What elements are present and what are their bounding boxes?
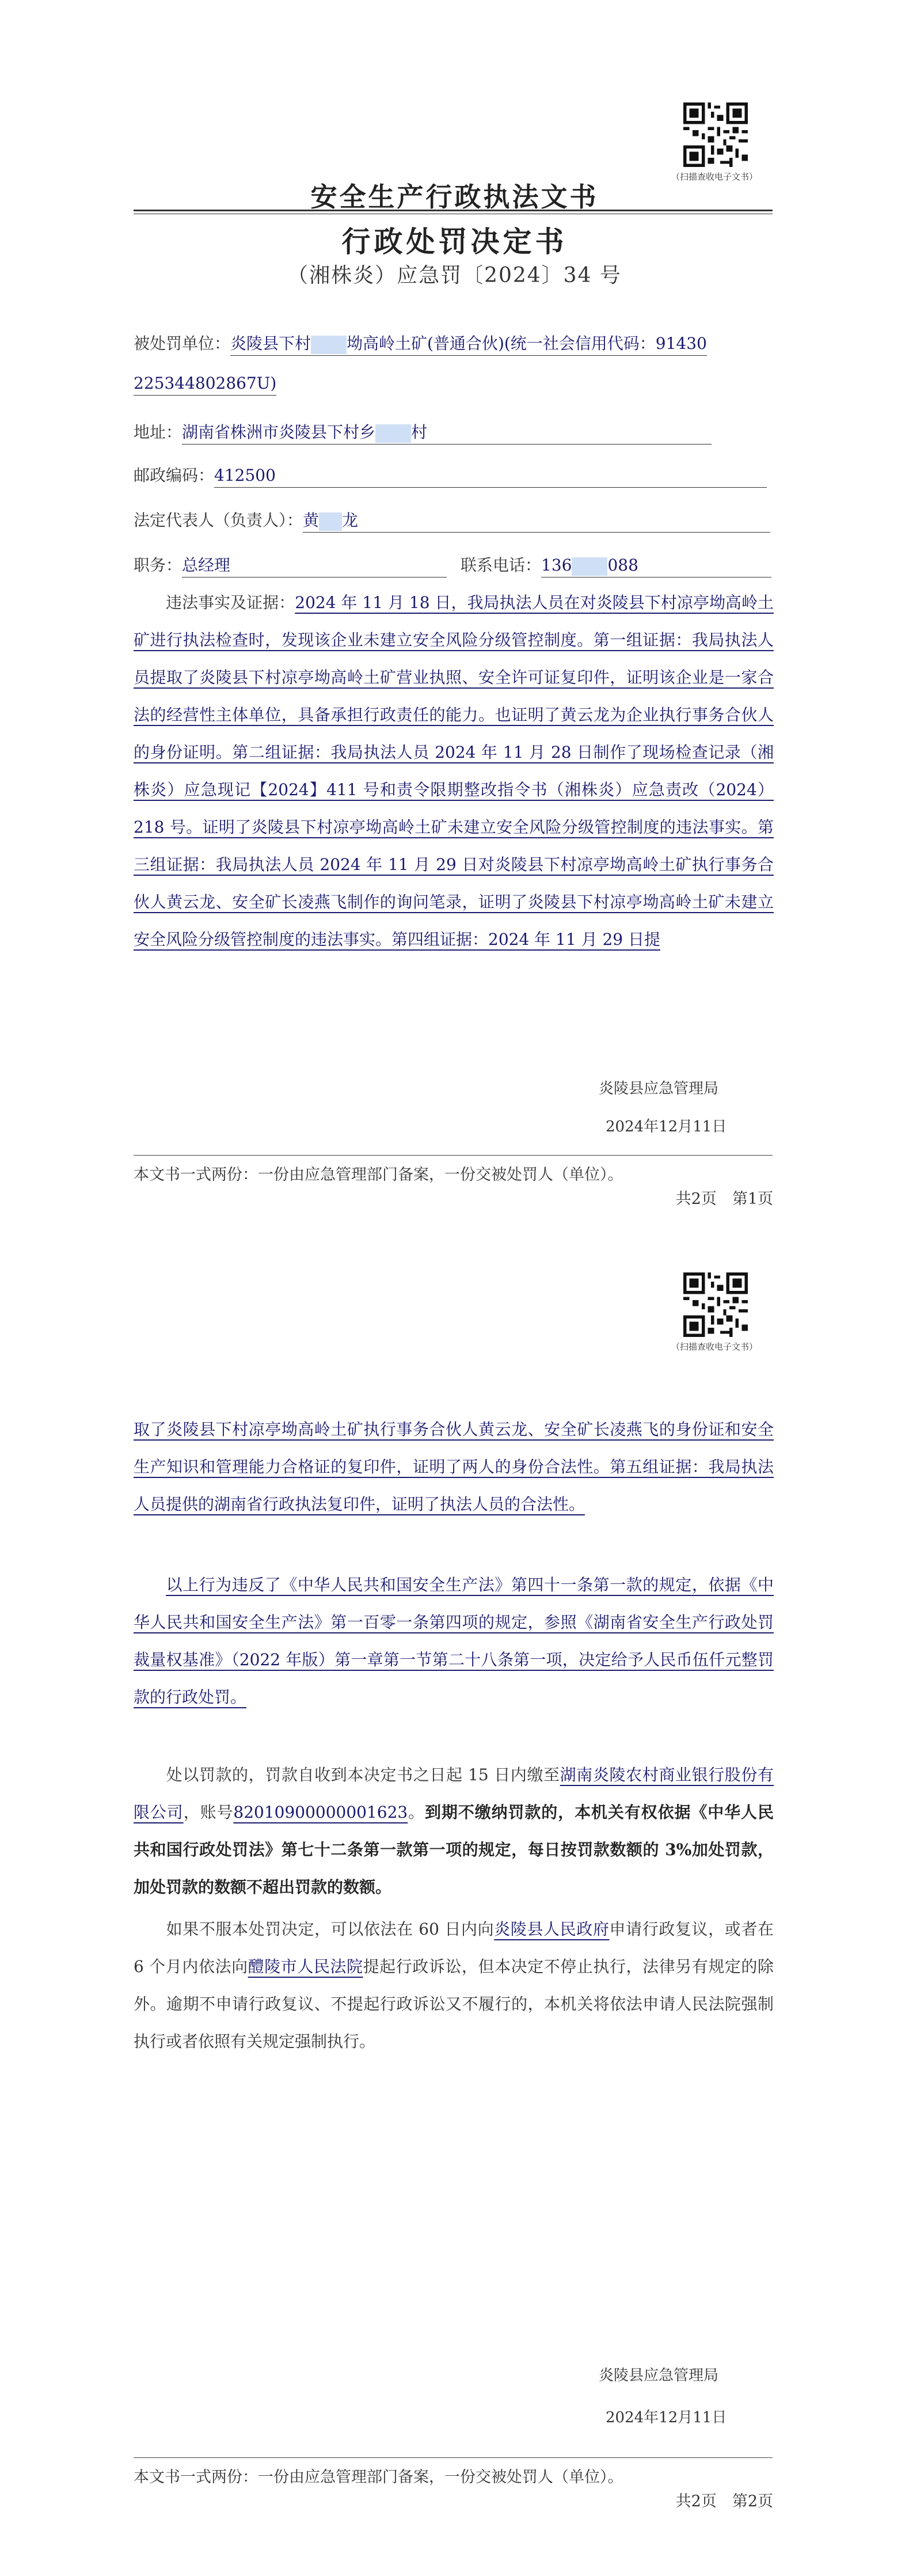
phone-value xyxy=(541,554,771,577)
legal-rep-value-part1: 黄 xyxy=(303,511,320,530)
appeal-text-a: 如果不服本处罚决定，可以依法在 60 日内向 xyxy=(166,1920,495,1939)
redaction-mark xyxy=(311,336,347,354)
issue-date: 2024年12月11日 xyxy=(606,2409,727,2426)
qr-code-icon[interactable] xyxy=(683,102,748,167)
phone-value-part2: 088 xyxy=(607,556,638,575)
document-page-1 xyxy=(0,0,909,1255)
footer-divider xyxy=(134,2457,773,2458)
header-divider xyxy=(134,210,773,214)
position-label: 职务： xyxy=(134,556,182,575)
legal-rep-value-part2: 龙 xyxy=(342,511,359,530)
legal-rep-field xyxy=(134,509,770,533)
address-label: 地址： xyxy=(134,423,182,442)
party-credit-code-cont: 225344802867U) xyxy=(134,372,276,396)
facts-label: 违法事实及证据： xyxy=(166,593,295,612)
facts-paragraph xyxy=(134,584,774,958)
party-field xyxy=(134,332,707,356)
document-page-2 xyxy=(0,1267,909,2576)
payment-paragraph xyxy=(134,1756,774,1906)
issuing-authority: 炎陵县应急管理局 xyxy=(599,2367,719,2384)
qr-caption: （扫描查收电子文书） xyxy=(671,1342,758,1352)
legal-rep-value xyxy=(303,509,770,533)
violation-text: 以上行为违反了《中华人民共和国安全生产法》第四十一条第一款的规定，依据《中华人民共和国安全生产法》第一百零一条第四项的规定，参照《湖南省安全生产行政处罚裁量权基准》（2022 年版）第一章第一节第二十八条第一项，决定给予人民币伍仟元整罚款的行政处罚。 xyxy=(134,1575,774,1707)
address-value-part2: 村 xyxy=(411,423,428,442)
party-value-part1: 炎陵县下村 xyxy=(230,334,311,353)
payment-text-a: 处以罚款的，罚款自收到本决定书之日起 15 日内缴至 xyxy=(166,1765,560,1784)
issuing-authority: 炎陵县应急管理局 xyxy=(599,1080,719,1097)
postcode-label: 邮政编码： xyxy=(134,466,215,485)
qr-caption: （扫描查收电子文书） xyxy=(671,172,758,182)
position-value: 总经理 xyxy=(182,554,447,577)
address-value xyxy=(182,421,712,444)
phone-label: 联系电话： xyxy=(461,556,542,575)
document-sub-title: 行政处罚决定书 xyxy=(341,225,568,259)
appeal-government: 炎陵县人民政府 xyxy=(494,1920,610,1939)
qr-code-icon[interactable] xyxy=(683,1272,748,1337)
appeal-text-c: 提起行政诉讼，但本决定不停止执行，法律另有规定的除外。逾期不申请行政复议、不提起行政诉讼又不履行的，本机关将依法申请人民法院强制执行或者依照有关规定强制执行。 xyxy=(134,1957,774,2051)
address-field xyxy=(134,421,712,444)
footer-divider xyxy=(134,1155,773,1156)
payment-text-b: ，账号 xyxy=(183,1803,234,1822)
appeal-court: 醴陵市人民法院 xyxy=(248,1957,363,1976)
payment-penalty-text: 到期不缴纳罚款的，本机关有权依据《中华人民共和国行政处罚法》第七十二条第一款第一项的规定，每日按罚款数额的 3%加处罚款，加处罚款的数额不超出罚款的数额。 xyxy=(134,1803,774,1897)
facts-continued-text: 取了炎陵县下村凉亭坳高岭土矿执行事务合伙人黄云龙、安全矿长凌燕飞的身份证和安全生产知识和管理能力合格证的复印件，证明了两人的身份合法性。第五组证据：我局执法人员提供的湖南省行政执法复印件，证明了执法人员的合法性。 xyxy=(134,1420,774,1514)
page-number: 共2页 第2页 xyxy=(675,2493,773,2510)
appeal-paragraph xyxy=(134,1910,774,2060)
redaction-mark xyxy=(375,424,411,443)
party-value-part2: 坳高岭土矿(普通合伙)(统一社会信用代码：91430 xyxy=(347,334,707,353)
facts-text: 2024 年 11 月 18 日，我局执法人员在对炎陵县下村凉亭坳高岭土矿进行执法检查时，发现该企业未建立安全风险分级管控制度。第一组证据：我局执法人员提取了炎陵县下村凉亭坳高岭土矿营业执照、安全许可证复印件，证明该企业是一家合法的经营性主体单位，具备承担行政责任的能力。也证明了黄云龙为企业执行事务合伙人的身份证明。第二组证据：我局执法人员 2024 年 11 月 28 日制作了现场检查记录（湘株炎）应急现记【2024】411 号和责令限期整改指令书（湘株炎）应急责改（2024）218 号。证明了炎陵县下村凉亭坳高岭土矿未建立安全风险分级管控制度的违法事实。第三组证据：我局执法人员 2024 年 11 月 29 日对炎陵县下村凉亭坳高岭土矿执行事务合伙人黄云龙、安全矿长凌燕飞制作的询问笔录，证明了炎陵县下村凉亭坳高岭土矿未建立安全风险分级管控制度的违法事实。第四组证据：2024 年 11 月 29 日提 xyxy=(134,593,774,949)
page-number: 共2页 第1页 xyxy=(675,1190,773,1208)
facts-continued-paragraph xyxy=(134,1411,774,1523)
issue-date: 2024年12月11日 xyxy=(606,1118,727,1135)
party-value xyxy=(230,332,707,356)
redaction-mark xyxy=(572,557,607,576)
position-field xyxy=(134,554,447,577)
appeal-text-b: 申请行政复议，或者在 6 个月内依法向 xyxy=(134,1920,774,1976)
document-number: （湘株炎）应急罚〔2024〕34 号 xyxy=(287,264,622,287)
legal-rep-label: 法定代表人（负责人）： xyxy=(134,511,303,530)
postcode-value: 412500 xyxy=(214,464,767,488)
party-field-line2 xyxy=(134,372,276,396)
document-header-title: 安全生产行政执法文书 xyxy=(310,181,599,212)
phone-field xyxy=(461,554,771,577)
redaction-mark xyxy=(319,512,342,531)
payment-account: 82010900000001623 xyxy=(233,1803,408,1822)
footer-note: 本文书一式两份：一份由应急管理部门备案，一份交被处罚人（单位）。 xyxy=(134,2468,623,2486)
address-value-part1: 湖南省株洲市炎陵县下村乡 xyxy=(182,423,376,442)
payment-text-c: 。 xyxy=(408,1803,425,1822)
party-label: 被处罚单位： xyxy=(134,334,231,353)
violation-paragraph xyxy=(134,1566,774,1716)
phone-value-part1: 136 xyxy=(541,556,572,575)
footer-note: 本文书一式两份：一份由应急管理部门备案，一份交被处罚人（单位）。 xyxy=(134,1166,623,1184)
payment-bank: 湖南炎陵农村商业银行股份有限公司 xyxy=(134,1765,774,1822)
postcode-field xyxy=(134,464,767,488)
